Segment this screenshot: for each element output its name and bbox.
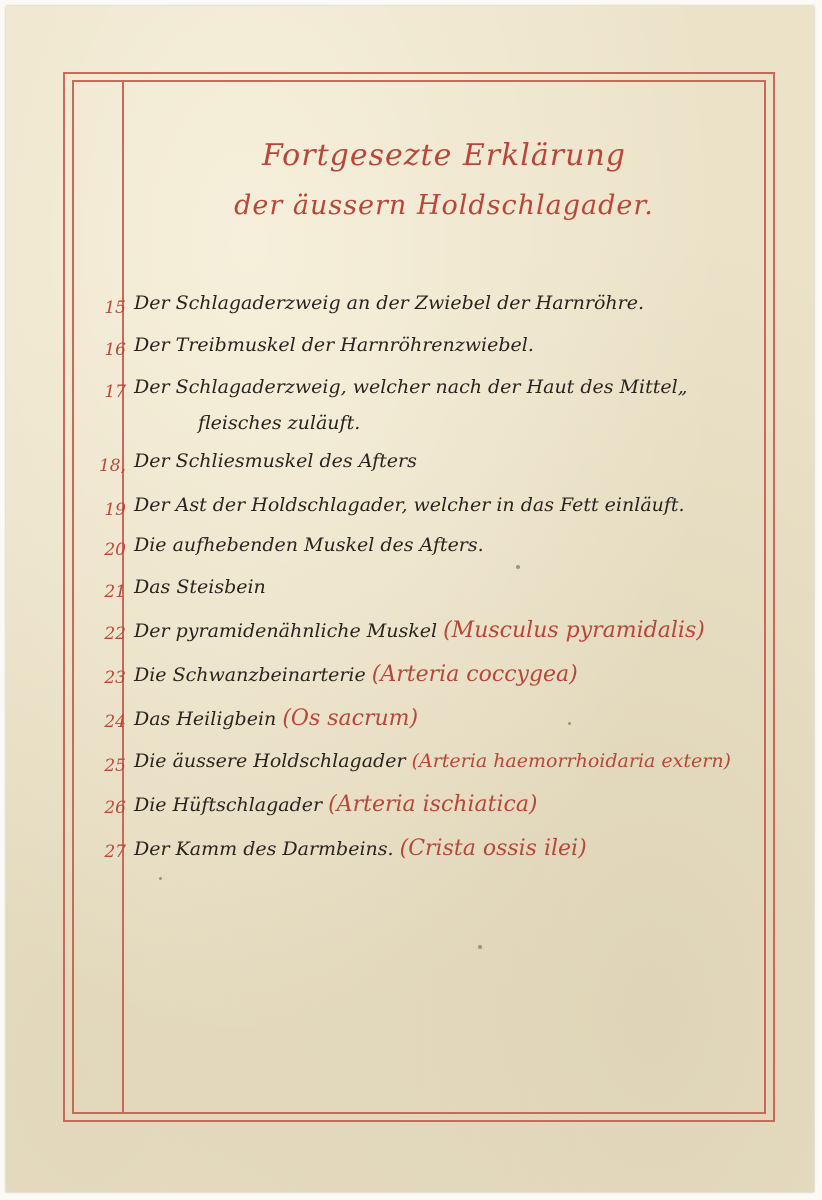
paper-speck (516, 565, 520, 569)
list-item (0, 330, 822, 366)
item-number: 17 (104, 382, 126, 402)
item-text-continuation: fleisches zuläuft. (198, 412, 361, 434)
item-number: 15 (104, 298, 126, 318)
item-number: 27 (104, 842, 126, 862)
list-item (0, 614, 822, 650)
list-item (0, 530, 822, 566)
list-item (0, 702, 822, 738)
item-number: 22 (104, 624, 126, 644)
item-number: 24 (104, 712, 126, 732)
item-text: Der pyramidenähnliche Muskel (134, 620, 438, 642)
item-latin-name: (Crista ossis ilei) (399, 836, 587, 861)
paper-speck (159, 877, 162, 880)
paper-speck (478, 945, 482, 949)
item-number: 19 (104, 500, 126, 520)
item-latin-name: (Os sacrum) (282, 706, 419, 731)
item-text: Der Treibmuskel der Harnröhrenzwiebel. (134, 334, 534, 356)
list-item (0, 490, 822, 526)
list-item (0, 288, 822, 324)
item-text: Die Hüftschlagader (134, 794, 323, 816)
item-latin-name: (Arteria ischiatica) (328, 792, 538, 817)
item-number: 18, (98, 456, 126, 476)
list-item (0, 372, 822, 434)
item-text: Die aufhebenden Muskel des Afters. (134, 534, 484, 556)
item-latin-name: (Arteria haemorrhoidaria extern) (411, 750, 731, 772)
item-latin-name: (Arteria coccygea) (371, 662, 578, 687)
item-text: Die Schwanzbeinarterie (134, 664, 366, 686)
item-number: 25 (104, 756, 126, 776)
item-text: Der Ast der Holdschlagader, welcher in das Fett einläuft. (134, 494, 685, 516)
item-number: 20 (104, 540, 126, 560)
item-number: 26 (104, 798, 126, 818)
item-text: Der Schlagaderzweig an der Zwiebel der Harnröhre. (134, 292, 644, 314)
page-subtitle: der äussern Holdschlagader. (234, 190, 654, 221)
paper-speck (568, 722, 571, 725)
list-item (0, 572, 822, 608)
list-item (0, 446, 822, 482)
item-number: 16 (104, 340, 126, 360)
item-text: Der Schliesmuskel des Afters (134, 450, 417, 472)
item-number: 23 (104, 668, 126, 688)
list-item (0, 658, 822, 694)
item-text: Die äussere Holdschlagader (134, 750, 406, 772)
list-item (0, 788, 822, 824)
item-text: Der Kamm des Darmbeins. (134, 838, 394, 860)
list-item (0, 746, 822, 782)
item-number: 21 (104, 582, 126, 602)
page-title: Fortgesezte Erklärung (262, 138, 626, 173)
item-text: Der Schlagaderzweig, welcher nach der Haut des Mittel„ (134, 376, 688, 398)
item-text: Das Heiligbein (134, 708, 277, 730)
list-item (0, 832, 822, 868)
item-text: Das Steisbein (134, 576, 266, 598)
item-latin-name: (Musculus pyramidalis) (443, 618, 705, 643)
